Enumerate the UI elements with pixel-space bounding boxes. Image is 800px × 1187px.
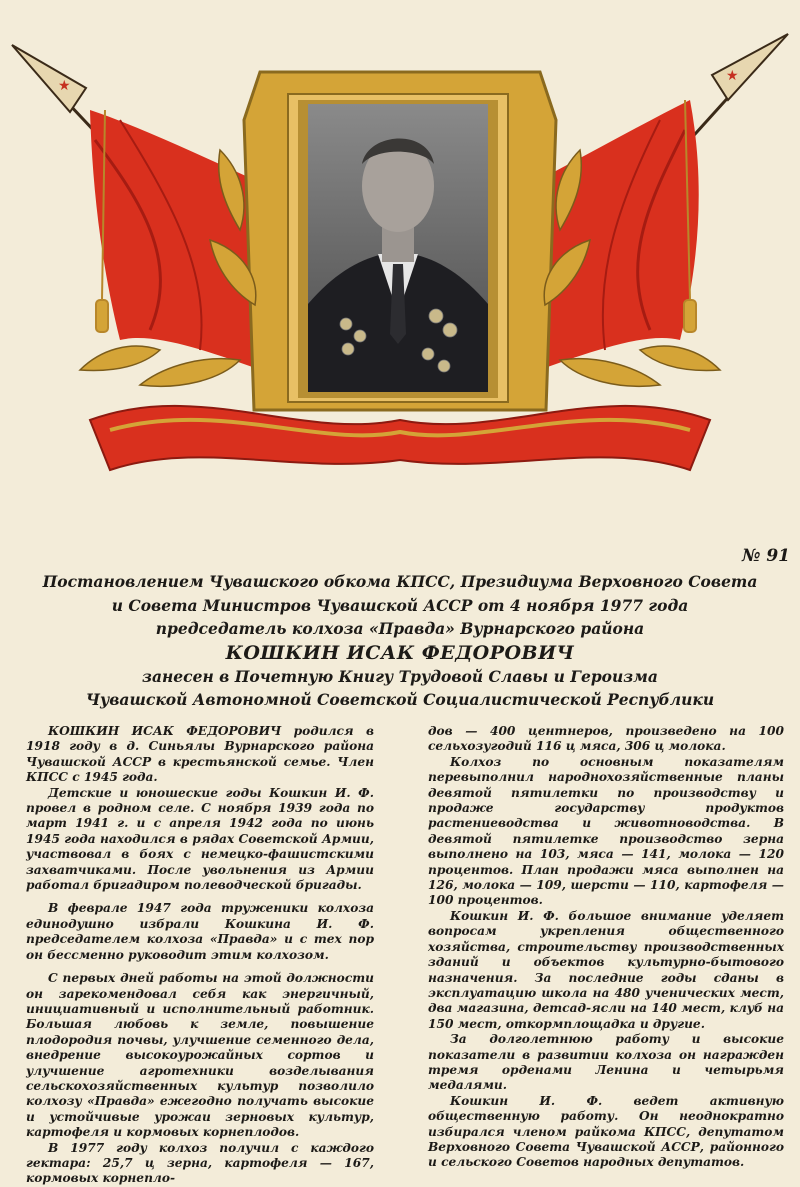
red-ribbon	[90, 406, 710, 470]
person-name: КОШКИН ИСАК ФЕДОРОВИЧ	[225, 641, 575, 664]
heading-line-4: занесен в Почетную Книгу Трудовой Славы и Героизма	[142, 666, 658, 686]
heading-line-1: Постановлением Чувашского обкома КПСС, Президиума Верховного Совета	[42, 572, 758, 591]
svg-text:★: ★	[726, 68, 739, 84]
paragraph: С первых дней работы на этой должности он зарекомендовал себя как энергичный, инициативный и исполнительный работник. Большая любовь к земле, повышение плодородия почвы, улучшение семенного дела, внедрение высокоурожайных сортов и улучшение агротехники возделывания сельскохозяйственных культур позволило колхозу «Правда» ежегодно получать высокие и устойчивые урожаи зерновых культур, картофеля и кормовых корнеплодов.	[26, 971, 374, 1140]
portrait-photo	[308, 104, 488, 392]
paragraph: В 1977 году колхоз получил с каждого гектара: 25,7 ц зерна, картофеля — 167, кормовых корнепло-	[26, 1140, 374, 1186]
right-pole-tip	[712, 34, 788, 100]
paragraph: Кошкин И. Ф. большое внимание уделяет вопросам укрепления общественного хозяйства, строительству производственных зданий и объектов культурно-бытового назначения. За последние годы сданы в эксплуатацию школа на 480 ученических мест, два магазина, детсад-ясли на 140 мест, клуб на 150 мест, откормплощадка и другие.	[428, 908, 784, 1031]
paragraph: За долголетнюю работу и высокие показатели в развитии колхоза он награжден тремя орденами Ленина и четырьмя медалями.	[428, 1032, 784, 1093]
paragraph: В феврале 1947 года труженики колхоза единодушно избрали Кошкина И. Ф. председателем колхоза «Правда» и с тех пор он бессменно руководит этим колхозом.	[26, 901, 374, 962]
heading-line-3: председатель колхоза «Правда» Вурнарского района	[155, 619, 645, 638]
paragraph: дов — 400 центнеров, произведено на 100 сельхозугодий 116 ц мяса, 306 ц молока.	[428, 724, 784, 754]
biography-right-column	[428, 724, 784, 1171]
heading-line-2: и Совета Министров Чувашской АССР от 4 ноября 1977 года	[111, 595, 689, 615]
paragraph: КОШКИН ИСАК ФЕДОРОВИЧ родился в 1918 году в д. Синьялы Вурнарского района Чувашской АССР в крестьянской семье. Член КПСС с 1945 года.	[26, 724, 374, 785]
left-pole-tip	[12, 45, 86, 112]
svg-text:★: ★	[58, 78, 71, 94]
heading-line-5: Чувашской Автономной Советской Социалистической Республики	[85, 690, 715, 709]
biography-left-column	[26, 724, 374, 1187]
paragraph: Кошкин И. Ф. ведет активную общественную работу. Он неоднократно избирался членом райкома КПСС, депутатом Верховного Совета Чувашской АССР, районного и сельского Советов народных депутатов.	[428, 1093, 784, 1170]
resolution-heading	[40, 570, 760, 712]
paragraph: Колхоз по основным показателям перевыполнил народнохозяйственные планы девятой пятилетки по производству и продаже государству продуктов растениеводства и животноводства. В девятой пятилетке производство зерна выполнено на 103, мяса — 141, молока — 120 процентов. План продажи мяса выполнен на 126, молока — 109, шерсти — 110, картофеля — 100 процентов.	[428, 754, 784, 908]
paragraph: Детские и юношеские годы Кошкин И. Ф. провел в родном селе. С ноября 1939 года по март 1941 г. и с апреля 1942 года по июнь 1945 года находился в рядах Советской Армии, участвовал в боях с немецко-фашистскими захватчиками. После увольнения из Армии работал бригадиром полеводческой бригады.	[26, 785, 374, 893]
person-portrait-image	[308, 104, 488, 392]
document-number: № 91	[741, 546, 790, 566]
